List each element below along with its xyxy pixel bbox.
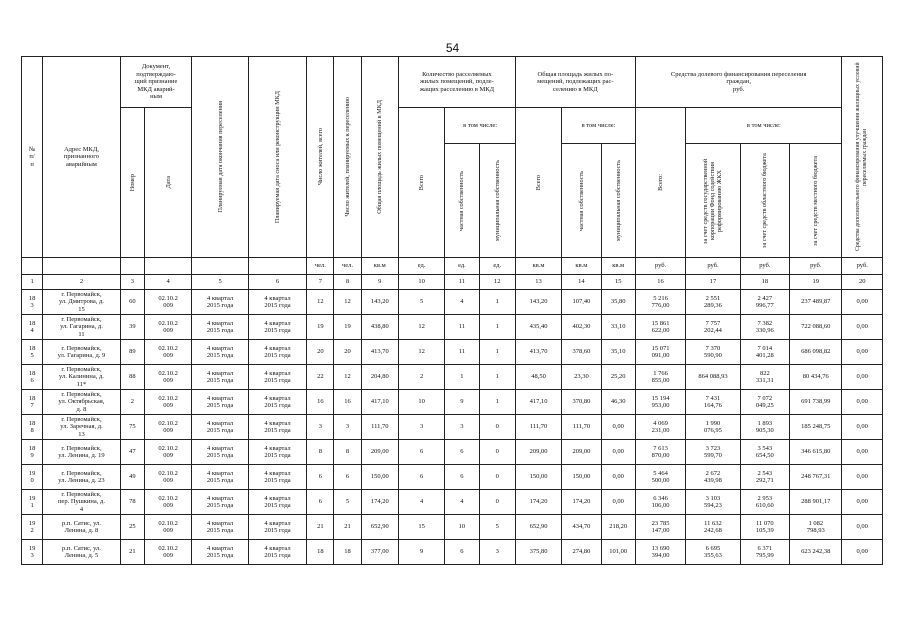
row-fund-gk: 7 757 202,44 bbox=[686, 315, 740, 340]
unit-cell: чел. bbox=[307, 258, 334, 275]
row-residents-total: 6 bbox=[307, 490, 334, 515]
row-fund-local: 623 242,38 bbox=[790, 540, 842, 565]
header-rooms-group: Количество расселяемых жилых помещений, подле- жащих расселению в МКД bbox=[398, 57, 515, 108]
unit-cell: руб. bbox=[842, 258, 883, 275]
column-number: 7 bbox=[307, 275, 334, 290]
row-area-municipal: 0,00 bbox=[601, 490, 635, 515]
header-funds-group: Средства долевого финансирования переселения граждан, руб. bbox=[635, 57, 842, 108]
row-rooms-municipal: 1 bbox=[479, 290, 515, 315]
row-plan-resettle: 4 квартал 2015 года bbox=[192, 440, 248, 465]
row-area-total: 417,10 bbox=[361, 390, 398, 415]
row-fund-gk: 6 695 355,63 bbox=[686, 540, 740, 565]
header-fund-gk: за счет средств государственной корпорации Фонд содействия реформированию ЖКХ bbox=[686, 144, 740, 258]
row-address: г. Первомайск, ул. Октябрьская, д. 8 bbox=[43, 390, 121, 415]
row-plan-resettle: 4 квартал 2015 года bbox=[192, 515, 248, 540]
row-address: г. Первомайск, ул. Гагарина, д. 11 bbox=[43, 315, 121, 340]
row-plan-resettle: 4 квартал 2015 года bbox=[192, 490, 248, 515]
column-number: 16 bbox=[635, 275, 685, 290]
table-body bbox=[22, 290, 883, 565]
row-plan-resettle: 4 квартал 2015 года bbox=[192, 390, 248, 415]
table-row bbox=[22, 290, 883, 315]
row-rooms-private: 4 bbox=[445, 490, 479, 515]
row-fund-gk: 7 370 590,90 bbox=[686, 340, 740, 365]
row-fund-region: 822 331,31 bbox=[740, 365, 789, 390]
row-doc-date: 02.10.2 009 bbox=[144, 390, 191, 415]
row-rooms-municipal: 3 bbox=[479, 540, 515, 565]
unit-cell: кв.м bbox=[601, 258, 635, 275]
column-number: 1 bbox=[22, 275, 43, 290]
row-number: 18 3 bbox=[22, 290, 43, 315]
row-doc-number: 88 bbox=[120, 365, 144, 390]
row-rooms-private: 10 bbox=[445, 515, 479, 540]
header-fund-local: за счет средств местного бюджета bbox=[790, 144, 842, 258]
row-area-private: 107,40 bbox=[562, 290, 601, 315]
row-funds-total: 6 346 106,00 bbox=[635, 490, 685, 515]
row-plan-demolish: 4 квартал 2015 года bbox=[248, 340, 306, 365]
row-residents-total: 19 bbox=[307, 315, 334, 340]
unit-cell: ед. bbox=[445, 258, 479, 275]
column-number: 6 bbox=[248, 275, 306, 290]
row-area-resettle-total: 413,70 bbox=[515, 340, 561, 365]
header-doc-date: Дата bbox=[144, 108, 191, 258]
row-rooms-private: 6 bbox=[445, 540, 479, 565]
column-number: 5 bbox=[192, 275, 248, 290]
row-residents-total: 12 bbox=[307, 290, 334, 315]
row-fund-extra: 0,00 bbox=[842, 290, 883, 315]
row-residents-planned: 19 bbox=[334, 315, 361, 340]
row-doc-number: 49 bbox=[120, 465, 144, 490]
column-number: 9 bbox=[361, 275, 398, 290]
row-area-resettle-total: 48,50 bbox=[515, 365, 561, 390]
row-fund-extra: 0,00 bbox=[842, 365, 883, 390]
column-number: 14 bbox=[562, 275, 601, 290]
row-fund-local: 248 767,31 bbox=[790, 465, 842, 490]
unit-cell: кв.м bbox=[515, 258, 561, 275]
row-rooms-total: 12 bbox=[398, 340, 444, 365]
row-area-total: 209,00 bbox=[361, 440, 398, 465]
row-doc-date: 02.10.2 009 bbox=[144, 465, 191, 490]
row-residents-total: 6 bbox=[307, 465, 334, 490]
row-area-private: 402,30 bbox=[562, 315, 601, 340]
row-fund-gk: 3 723 599,70 bbox=[686, 440, 740, 465]
row-funds-total: 15 861 622,00 bbox=[635, 315, 685, 340]
column-number: 17 bbox=[686, 275, 740, 290]
row-funds-total: 4 069 231,00 bbox=[635, 415, 685, 440]
row-residents-total: 22 bbox=[307, 365, 334, 390]
row-residents-total: 8 bbox=[307, 440, 334, 465]
row-area-municipal: 35,80 bbox=[601, 290, 635, 315]
units-row bbox=[22, 258, 883, 275]
row-fund-local: 346 615,80 bbox=[790, 440, 842, 465]
row-area-municipal: 0,00 bbox=[601, 440, 635, 465]
row-number: 19 3 bbox=[22, 540, 43, 565]
row-fund-gk: 2 551 289,36 bbox=[686, 290, 740, 315]
row-rooms-private: 6 bbox=[445, 440, 479, 465]
row-number: 18 4 bbox=[22, 315, 43, 340]
row-residents-planned: 16 bbox=[334, 390, 361, 415]
header-funds-including: в том числе: bbox=[686, 108, 842, 144]
row-area-resettle-total: 174,20 bbox=[515, 490, 561, 515]
header-area-including: в том числе: bbox=[562, 108, 636, 144]
row-fund-gk: 11 632 242,68 bbox=[686, 515, 740, 540]
row-doc-number: 2 bbox=[120, 390, 144, 415]
row-area-private: 434,70 bbox=[562, 515, 601, 540]
row-area-municipal: 218,20 bbox=[601, 515, 635, 540]
row-fund-gk: 2 672 439,98 bbox=[686, 465, 740, 490]
row-fund-extra: 0,00 bbox=[842, 540, 883, 565]
header-funds-total: Всего: bbox=[635, 108, 685, 258]
row-rooms-total: 10 bbox=[398, 390, 444, 415]
row-doc-date: 02.10.2 009 bbox=[144, 490, 191, 515]
row-doc-date: 02.10.2 009 bbox=[144, 365, 191, 390]
row-fund-gk: 7 431 164,76 bbox=[686, 390, 740, 415]
row-funds-total: 13 690 394,00 bbox=[635, 540, 685, 565]
row-area-private: 174,20 bbox=[562, 490, 601, 515]
row-rooms-private: 11 bbox=[445, 315, 479, 340]
row-plan-demolish: 4 квартал 2015 года bbox=[248, 315, 306, 340]
row-area-resettle-total: 375,80 bbox=[515, 540, 561, 565]
row-address: г. Первомайск, ул. Калинина, д. 11* bbox=[43, 365, 121, 390]
row-residents-planned: 6 bbox=[334, 465, 361, 490]
row-area-total: 174,20 bbox=[361, 490, 398, 515]
row-plan-resettle: 4 квартал 2015 года bbox=[192, 415, 248, 440]
row-rooms-total: 12 bbox=[398, 315, 444, 340]
row-funds-total: 15 071 091,00 bbox=[635, 340, 685, 365]
row-doc-number: 75 bbox=[120, 415, 144, 440]
column-number: 8 bbox=[334, 275, 361, 290]
header-rooms-total: Всего bbox=[398, 108, 444, 258]
row-fund-region: 3 543 654,50 bbox=[740, 440, 789, 465]
row-fund-local: 288 901,17 bbox=[790, 490, 842, 515]
row-rooms-municipal: 1 bbox=[479, 365, 515, 390]
row-funds-total: 5 216 776,00 bbox=[635, 290, 685, 315]
row-plan-demolish: 4 квартал 2015 года bbox=[248, 415, 306, 440]
row-rooms-private: 4 bbox=[445, 290, 479, 315]
row-rooms-municipal: 0 bbox=[479, 415, 515, 440]
row-doc-number: 78 bbox=[120, 490, 144, 515]
row-area-resettle-total: 143,20 bbox=[515, 290, 561, 315]
table-row bbox=[22, 515, 883, 540]
row-area-resettle-total: 417,10 bbox=[515, 390, 561, 415]
resettlement-table bbox=[21, 56, 883, 565]
row-area-municipal: 0,00 bbox=[601, 415, 635, 440]
column-number: 2 bbox=[43, 275, 121, 290]
column-number: 4 bbox=[144, 275, 191, 290]
row-plan-demolish: 4 квартал 2015 года bbox=[248, 515, 306, 540]
row-area-total: 377,00 bbox=[361, 540, 398, 565]
row-fund-local: 185 248,75 bbox=[790, 415, 842, 440]
row-fund-region: 11 070 105,39 bbox=[740, 515, 789, 540]
header-num: № п/ п bbox=[22, 57, 43, 258]
row-area-private: 23,30 bbox=[562, 365, 601, 390]
row-number: 19 1 bbox=[22, 490, 43, 515]
row-doc-number: 39 bbox=[120, 315, 144, 340]
row-fund-region: 7 382 330,96 bbox=[740, 315, 789, 340]
row-fund-extra: 0,00 bbox=[842, 340, 883, 365]
row-rooms-total: 4 bbox=[398, 490, 444, 515]
row-rooms-total: 6 bbox=[398, 440, 444, 465]
row-doc-number: 89 bbox=[120, 340, 144, 365]
row-number: 19 0 bbox=[22, 465, 43, 490]
row-plan-demolish: 4 квартал 2015 года bbox=[248, 365, 306, 390]
row-number: 18 5 bbox=[22, 340, 43, 365]
row-fund-local: 1 082 798,93 bbox=[790, 515, 842, 540]
row-fund-region: 1 893 905,30 bbox=[740, 415, 789, 440]
row-fund-local: 722 088,60 bbox=[790, 315, 842, 340]
row-doc-date: 02.10.2 009 bbox=[144, 315, 191, 340]
row-number: 18 8 bbox=[22, 415, 43, 440]
row-plan-demolish: 4 квартал 2015 года bbox=[248, 440, 306, 465]
row-rooms-total: 3 bbox=[398, 415, 444, 440]
row-fund-local: 691 738,99 bbox=[790, 390, 842, 415]
row-area-total: 413,70 bbox=[361, 340, 398, 365]
row-plan-demolish: 4 квартал 2015 года bbox=[248, 290, 306, 315]
row-rooms-private: 9 bbox=[445, 390, 479, 415]
column-number: 12 bbox=[479, 275, 515, 290]
row-area-municipal: 35,10 bbox=[601, 340, 635, 365]
row-fund-extra: 0,00 bbox=[842, 515, 883, 540]
row-rooms-total: 15 bbox=[398, 515, 444, 540]
row-rooms-private: 11 bbox=[445, 340, 479, 365]
row-area-resettle-total: 150,00 bbox=[515, 465, 561, 490]
row-fund-extra: 0,00 bbox=[842, 390, 883, 415]
table-row bbox=[22, 490, 883, 515]
row-area-resettle-total: 209,00 bbox=[515, 440, 561, 465]
row-address: г. Первомайск, пер. Пушкина, д. 4 bbox=[43, 490, 121, 515]
row-area-private: 209,00 bbox=[562, 440, 601, 465]
header-rooms-including: в том числе: bbox=[445, 108, 516, 144]
row-residents-total: 21 bbox=[307, 515, 334, 540]
row-rooms-municipal: 1 bbox=[479, 315, 515, 340]
row-fund-gk: 3 103 594,23 bbox=[686, 490, 740, 515]
header-address: Адрес МКД, признанного аварийным bbox=[43, 57, 121, 258]
row-area-private: 111,70 bbox=[562, 415, 601, 440]
table-row bbox=[22, 315, 883, 340]
row-residents-planned: 18 bbox=[334, 540, 361, 565]
header-document: Документ, подтверждаю- щий признание МКД аварий- ным bbox=[120, 57, 192, 108]
unit-cell: ед. bbox=[398, 258, 444, 275]
row-area-total: 652,90 bbox=[361, 515, 398, 540]
row-funds-total: 7 613 870,00 bbox=[635, 440, 685, 465]
table-row bbox=[22, 440, 883, 465]
header-area-group: Общая площадь жилых по- мещений, подлежащих рас- селению в МКД bbox=[515, 57, 635, 108]
row-area-private: 370,80 bbox=[562, 390, 601, 415]
row-plan-resettle: 4 квартал 2015 года bbox=[192, 365, 248, 390]
row-area-private: 150,00 bbox=[562, 465, 601, 490]
row-plan-resettle: 4 квартал 2015 года bbox=[192, 540, 248, 565]
row-doc-number: 21 bbox=[120, 540, 144, 565]
row-number: 18 7 bbox=[22, 390, 43, 415]
row-area-total: 111,70 bbox=[361, 415, 398, 440]
row-residents-planned: 20 bbox=[334, 340, 361, 365]
column-number: 15 bbox=[601, 275, 635, 290]
row-fund-gk: 864 088,93 bbox=[686, 365, 740, 390]
header-fund-region: за счет средств областного бюджета bbox=[740, 144, 789, 258]
row-doc-date: 02.10.2 009 bbox=[144, 340, 191, 365]
row-area-resettle-total: 111,70 bbox=[515, 415, 561, 440]
row-residents-planned: 3 bbox=[334, 415, 361, 440]
header-area-total: Общая площадь жилых помещений в МКД bbox=[361, 57, 398, 258]
row-plan-resettle: 4 квартал 2015 года bbox=[192, 340, 248, 365]
row-rooms-municipal: 0 bbox=[479, 440, 515, 465]
row-rooms-municipal: 5 bbox=[479, 515, 515, 540]
row-doc-number: 60 bbox=[120, 290, 144, 315]
row-doc-date: 02.10.2 009 bbox=[144, 540, 191, 565]
row-funds-total: 5 464 500,00 bbox=[635, 465, 685, 490]
header-fund-extra: Средства дополнительного финансирования улучшения жилищных условий переселяемых граждан bbox=[842, 57, 883, 258]
table-row bbox=[22, 390, 883, 415]
row-fund-extra: 0,00 bbox=[842, 490, 883, 515]
column-number: 19 bbox=[790, 275, 842, 290]
header-residents-planned: Число жителей, планируемых к переселению bbox=[334, 57, 361, 258]
unit-cell: кв.м bbox=[562, 258, 601, 275]
row-area-total: 150,00 bbox=[361, 465, 398, 490]
row-residents-total: 3 bbox=[307, 415, 334, 440]
row-funds-total: 15 194 953,00 bbox=[635, 390, 685, 415]
row-residents-planned: 12 bbox=[334, 365, 361, 390]
table-row bbox=[22, 365, 883, 390]
row-address: г. Первомайск, ул. Гагарина, д. 9 bbox=[43, 340, 121, 365]
header-residents-total: Число жителей, всего bbox=[307, 57, 334, 258]
row-rooms-total: 2 bbox=[398, 365, 444, 390]
row-number: 18 9 bbox=[22, 440, 43, 465]
row-rooms-total: 9 bbox=[398, 540, 444, 565]
row-residents-planned: 5 bbox=[334, 490, 361, 515]
table-row bbox=[22, 540, 883, 565]
row-plan-demolish: 4 квартал 2015 года bbox=[248, 390, 306, 415]
row-fund-region: 2 953 610,60 bbox=[740, 490, 789, 515]
row-area-total: 438,80 bbox=[361, 315, 398, 340]
row-fund-region: 2 543 292,71 bbox=[740, 465, 789, 490]
unit-cell: руб. bbox=[686, 258, 740, 275]
unit-cell: руб. bbox=[790, 258, 842, 275]
column-number: 13 bbox=[515, 275, 561, 290]
row-area-total: 143,20 bbox=[361, 290, 398, 315]
row-address: р.п. Сатис, ул. Ленина, д. 5 bbox=[43, 540, 121, 565]
unit-cell: чел. bbox=[334, 258, 361, 275]
row-doc-number: 47 bbox=[120, 440, 144, 465]
unit-cell: руб. bbox=[635, 258, 685, 275]
row-residents-planned: 8 bbox=[334, 440, 361, 465]
row-area-municipal: 25,20 bbox=[601, 365, 635, 390]
row-fund-extra: 0,00 bbox=[842, 440, 883, 465]
row-fund-region: 7 072 049,25 bbox=[740, 390, 789, 415]
header-plan-demolish: Планируемая дата сноса или реконструкции МКД bbox=[248, 57, 306, 258]
row-rooms-private: 3 bbox=[445, 415, 479, 440]
row-fund-extra: 0,00 bbox=[842, 465, 883, 490]
row-address: г. Первомайск, ул. Ленина, д. 23 bbox=[43, 465, 121, 490]
row-rooms-municipal: 1 bbox=[479, 340, 515, 365]
row-residents-total: 20 bbox=[307, 340, 334, 365]
header-area-private: частная собственность bbox=[562, 144, 601, 258]
column-number-row bbox=[22, 275, 883, 290]
column-number: 18 bbox=[740, 275, 789, 290]
column-number: 11 bbox=[445, 275, 479, 290]
row-address: р.п. Сатис, ул. Ленина, д. 8 bbox=[43, 515, 121, 540]
row-area-total: 204,80 bbox=[361, 365, 398, 390]
row-residents-planned: 21 bbox=[334, 515, 361, 540]
unit-cell: ед. bbox=[479, 258, 515, 275]
row-fund-region: 2 427 996,77 bbox=[740, 290, 789, 315]
row-area-municipal: 101,00 bbox=[601, 540, 635, 565]
unit-cell: руб. bbox=[740, 258, 789, 275]
row-doc-date: 02.10.2 009 bbox=[144, 515, 191, 540]
row-rooms-total: 6 bbox=[398, 465, 444, 490]
header-doc-number: Номер bbox=[120, 108, 144, 258]
row-rooms-municipal: 0 bbox=[479, 490, 515, 515]
column-number: 3 bbox=[120, 275, 144, 290]
row-doc-date: 02.10.2 009 bbox=[144, 440, 191, 465]
row-doc-number: 25 bbox=[120, 515, 144, 540]
header-rooms-municipal: муниципальная собственность bbox=[479, 144, 515, 258]
header-area-sub-total: Всего bbox=[515, 108, 561, 258]
row-area-resettle-total: 435,40 bbox=[515, 315, 561, 340]
row-rooms-private: 1 bbox=[445, 365, 479, 390]
row-rooms-municipal: 0 bbox=[479, 465, 515, 490]
row-number: 18 6 bbox=[22, 365, 43, 390]
unit-cell: кв.м bbox=[361, 258, 398, 275]
page-number: 54 bbox=[445, 41, 460, 55]
column-number: 20 bbox=[842, 275, 883, 290]
row-plan-resettle: 4 квартал 2015 года bbox=[192, 315, 248, 340]
row-address: г. Первомайск, ул. Ленина, д. 19 bbox=[43, 440, 121, 465]
row-rooms-private: 6 bbox=[445, 465, 479, 490]
table-row bbox=[22, 465, 883, 490]
row-residents-total: 16 bbox=[307, 390, 334, 415]
table-row bbox=[22, 415, 883, 440]
row-fund-local: 80 434,76 bbox=[790, 365, 842, 390]
row-fund-region: 6 371 795,99 bbox=[740, 540, 789, 565]
row-rooms-municipal: 1 bbox=[479, 390, 515, 415]
row-plan-demolish: 4 квартал 2015 года bbox=[248, 465, 306, 490]
header-plan-resettle: Планируемая дата окончания переселения bbox=[192, 57, 248, 258]
row-plan-resettle: 4 квартал 2015 года bbox=[192, 290, 248, 315]
row-address: г. Первомайск, ул. Заречная, д. 13 bbox=[43, 415, 121, 440]
row-fund-extra: 0,00 bbox=[842, 415, 883, 440]
row-area-municipal: 46,30 bbox=[601, 390, 635, 415]
row-plan-demolish: 4 квартал 2015 года bbox=[248, 540, 306, 565]
header-rooms-private: частная собственность bbox=[445, 144, 479, 258]
row-address: г. Первомайск, ул. Дмитрова, д. 15 bbox=[43, 290, 121, 315]
row-area-private: 378,60 bbox=[562, 340, 601, 365]
row-residents-total: 18 bbox=[307, 540, 334, 565]
row-doc-date: 02.10.2 009 bbox=[144, 415, 191, 440]
row-residents-planned: 12 bbox=[334, 290, 361, 315]
row-funds-total: 1 766 855,00 bbox=[635, 365, 685, 390]
column-number: 10 bbox=[398, 275, 444, 290]
row-area-resettle-total: 652,90 bbox=[515, 515, 561, 540]
row-plan-resettle: 4 квартал 2015 года bbox=[192, 465, 248, 490]
row-area-private: 274,80 bbox=[562, 540, 601, 565]
row-funds-total: 23 785 147,00 bbox=[635, 515, 685, 540]
row-number: 19 2 bbox=[22, 515, 43, 540]
row-rooms-total: 5 bbox=[398, 290, 444, 315]
row-plan-demolish: 4 квартал 2015 года bbox=[248, 490, 306, 515]
row-area-municipal: 33,10 bbox=[601, 315, 635, 340]
row-fund-gk: 1 990 076,95 bbox=[686, 415, 740, 440]
row-fund-extra: 0,00 bbox=[842, 315, 883, 340]
table-row bbox=[22, 340, 883, 365]
row-area-municipal: 0,00 bbox=[601, 465, 635, 490]
row-fund-region: 7 014 401,28 bbox=[740, 340, 789, 365]
header-area-municipal: муниципальная собственность bbox=[601, 144, 635, 258]
row-fund-local: 686 098,82 bbox=[790, 340, 842, 365]
row-fund-local: 237 489,87 bbox=[790, 290, 842, 315]
row-doc-date: 02.10.2 009 bbox=[144, 290, 191, 315]
